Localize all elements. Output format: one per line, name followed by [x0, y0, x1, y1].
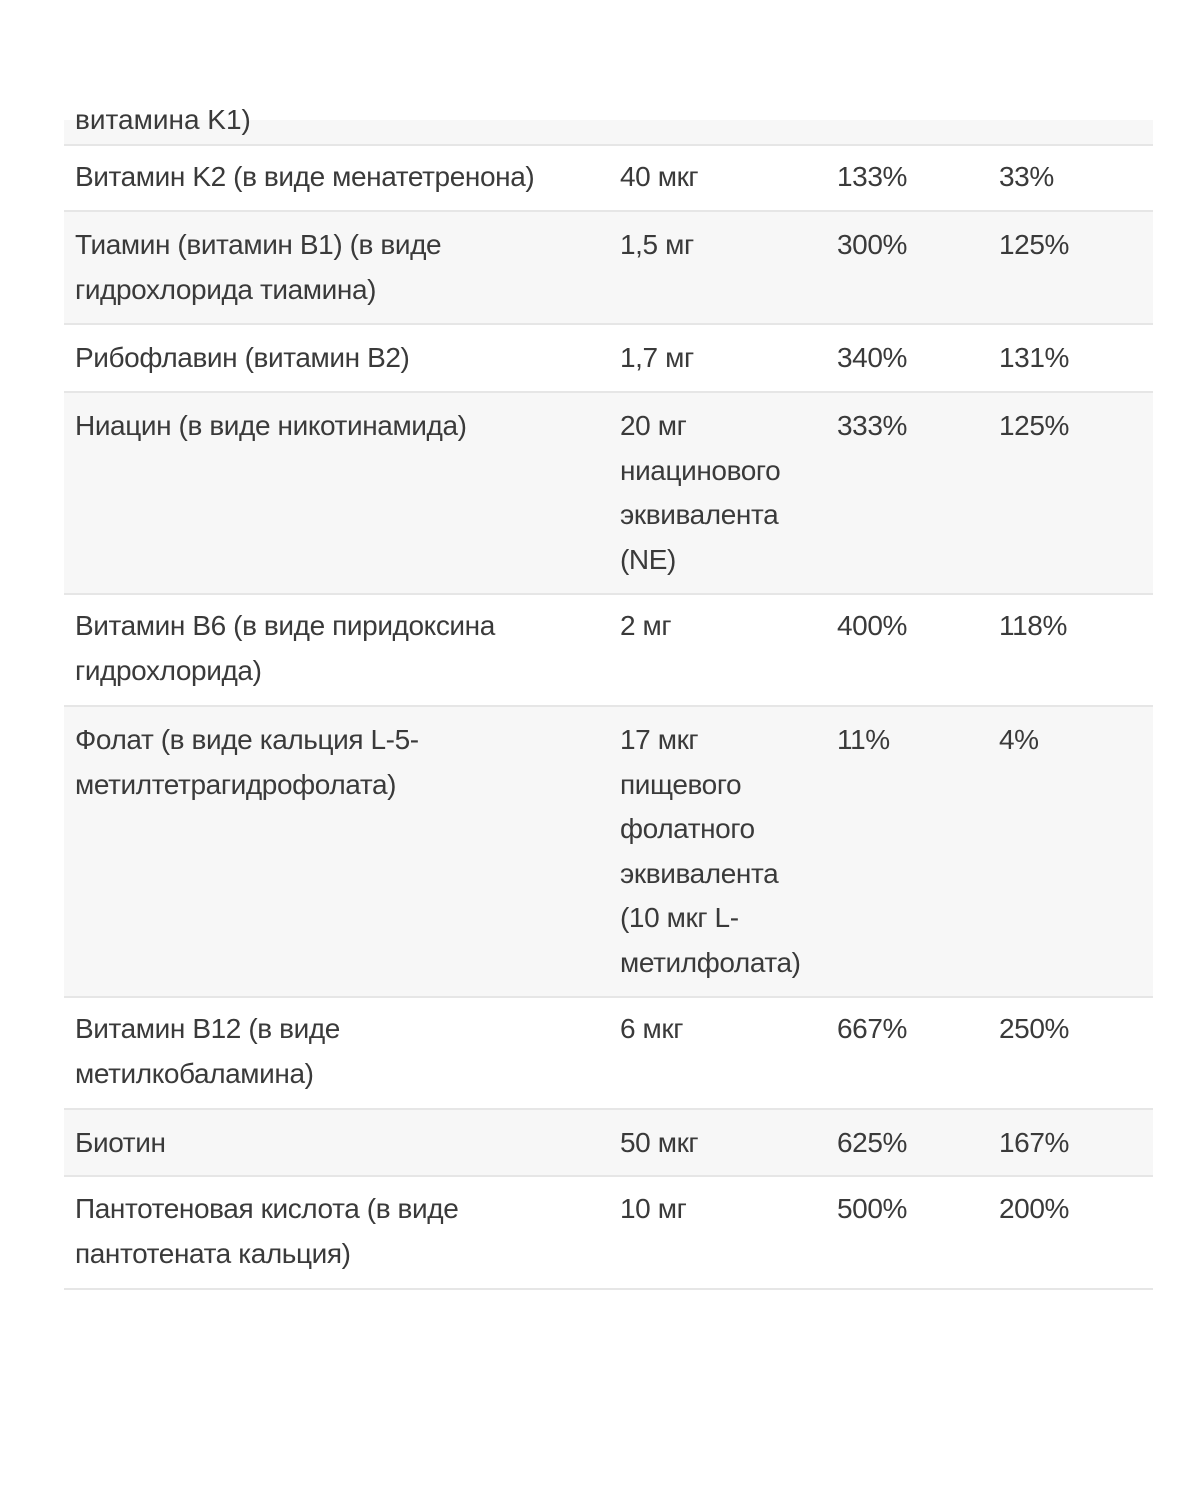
nutrition-table: [64, 104, 1153, 1290]
nutrient-name: Ниацин (в виде никотинамида): [75, 410, 467, 441]
nutrient-name: Биотин: [75, 1127, 166, 1158]
daily-value-percent: 625%: [837, 1127, 908, 1158]
nutrient-amount: 17 мкг пищевого фолатного эквивалента (10 мкг L- метилфолата): [620, 724, 801, 978]
table-row: [64, 1110, 1153, 1177]
daily-value-percent-2: 131%: [999, 342, 1070, 373]
daily-value-percent-2: 125%: [999, 410, 1070, 441]
nutrient-name: Тиамин (витамин B1) (в виде гидрохлорида тиамина): [75, 229, 442, 305]
table-row: [64, 1177, 1153, 1290]
table-row: [64, 998, 1153, 1110]
nutrient-name: Витамин K2 (в виде менатетренона): [75, 161, 535, 192]
daily-value-percent-2: 167%: [999, 1127, 1070, 1158]
daily-value-percent-2: 250%: [999, 1013, 1070, 1044]
nutrient-name: Рибофлавин (витамин B2): [75, 342, 410, 373]
nutrient-amount: 1,5 мг: [620, 229, 694, 260]
table-row: [64, 595, 1153, 707]
nutrient-name: Витамин B12 (в виде метилкобаламина): [75, 1013, 340, 1089]
daily-value-percent: 133%: [837, 161, 908, 192]
table-row: [64, 393, 1153, 595]
daily-value-percent: 300%: [837, 229, 908, 260]
daily-value-percent-2: 200%: [999, 1193, 1070, 1224]
partial-table-row: [64, 104, 1153, 146]
table-row: [64, 707, 1153, 998]
nutrient-amount: 40 мкг: [620, 161, 699, 192]
nutrient-name: Фолат (в виде кальция L-5- метилтетрагидрофолата): [75, 724, 419, 800]
daily-value-percent-2: 33%: [999, 161, 1054, 192]
table-row: [64, 146, 1153, 212]
daily-value-percent-2: 4%: [999, 724, 1039, 755]
daily-value-percent: 340%: [837, 342, 908, 373]
daily-value-percent-2: 118%: [999, 610, 1067, 641]
daily-value-percent: 333%: [837, 410, 908, 441]
table-row: [64, 325, 1153, 393]
daily-value-percent-2: 125%: [999, 229, 1070, 260]
daily-value-percent: 500%: [837, 1193, 908, 1224]
nutrient-amount: 20 мг ниацинового эквивалента (NE): [620, 410, 781, 575]
nutrient-name: Витамин B6 (в виде пиридоксина гидрохлорида): [75, 610, 495, 686]
nutrient-amount: 1,7 мг: [620, 342, 694, 373]
nutrient-amount: 50 мкг: [620, 1127, 699, 1158]
table-row: [64, 212, 1153, 325]
nutrient-amount: 10 мг: [620, 1193, 687, 1224]
partial-row-text: витамина K1): [75, 104, 251, 135]
nutrient-amount: 2 мг: [620, 610, 672, 641]
nutrient-name: Пантотеновая кислота (в виде пантотената кальция): [75, 1193, 459, 1269]
daily-value-percent: 400%: [837, 610, 908, 641]
daily-value-percent: 11%: [837, 724, 890, 755]
nutrient-amount: 6 мкг: [620, 1013, 684, 1044]
daily-value-percent: 667%: [837, 1013, 908, 1044]
